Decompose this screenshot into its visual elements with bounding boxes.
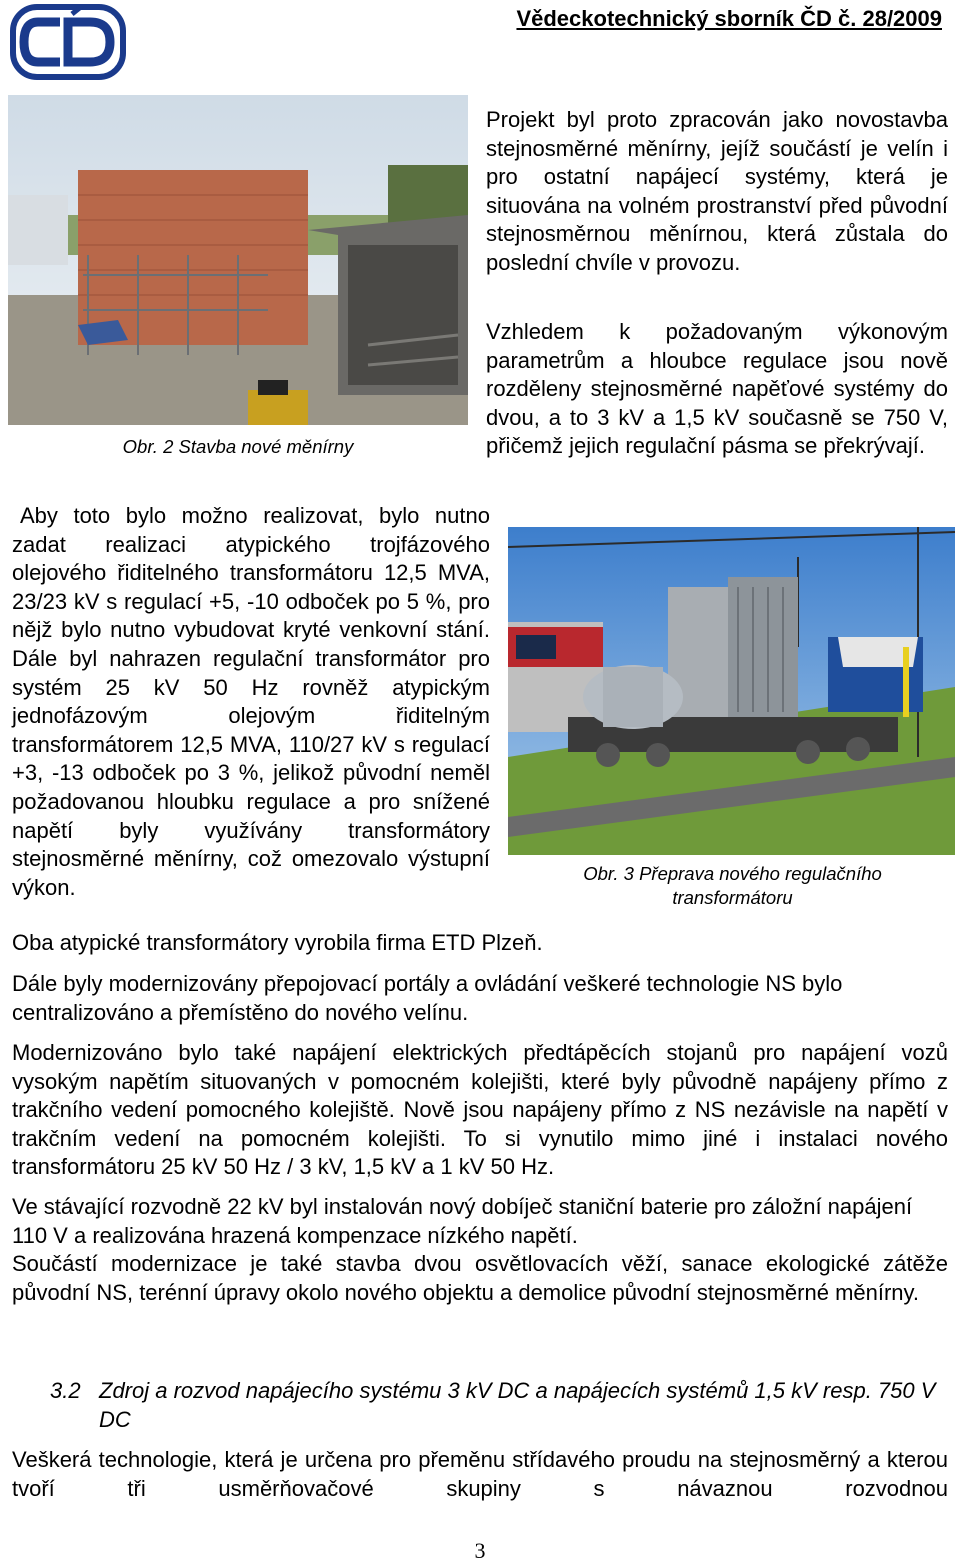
journal-title: Vědeckotechnický sborník ČD č. 28/2009 [516, 6, 942, 31]
figure-2-caption: Obr. 2 Stavba nové měnírny [122, 436, 354, 457]
figure-3-caption-line2: transformátoru [672, 887, 793, 908]
paragraph-modernization: Součástí modernizace je také stavba dvou osvětlovacích věží, sanace ekologické zátěže původní NS, terénní úpravy okolo nového objektu a demolice původní stejnosměrné měnírny. [12, 1251, 948, 1305]
section-title: Zdroj a rozvod napájecího systému 3 kV DC a napájecích systémů 1,5 kV resp. 750 V DC [99, 1378, 936, 1432]
cd-logo-icon [10, 4, 126, 80]
paragraph-charger: Ve stávající rozvodně 22 kV byl instalován nový dobíječ staniční baterie pro záložní napájení 110 V a realizována hrazená kompenzace nízkého napětí. [12, 1194, 913, 1248]
paragraph-portals: Dále byly modernizovány přepojovací portály a ovládání veškeré technologie NS bylo centralizováno a přemístěno do nového velínu. [12, 971, 843, 1025]
construction-photo [8, 95, 468, 425]
figure-3-caption-line1: Obr. 3 Přeprava nového regulačního [583, 863, 882, 884]
figure-3-caption [520, 862, 945, 910]
section-number: 3.2 [50, 1378, 81, 1403]
paragraph-transformers [12, 502, 490, 902]
paragraph-project: Projekt byl proto zpracován jako novostavba stejnosměrné měnírny, jejíž součástí je velín i pro ostatní napájecí systémy, která je situována na volném prostranství před původní stejnosměrnou měnírnou, která zůstala do poslední chvíle v provozu. [486, 107, 948, 275]
page-number: 3 [474, 1538, 486, 1563]
section-heading [50, 1377, 950, 1434]
paragraph-voltage-systems: Vzhledem k požadovaným výkonovým parametrům a hloubce regulace jsou nově rozděleny stejnosměrné napěťové systémy do dvou, a to 3 kV a 1,5 kV současně se 750 V, přičemž jejich regulační pásma se překrývají. [486, 319, 948, 459]
paragraph-transformers-text: Aby toto bylo možno realizovat, bylo nutno zadat realizaci atypického trojfázového olejového řiditelného transformátoru 12,5 MVA, 23/23 kV s regulací +5, -10 odboček po 5 %, pro nějž bylo nutno vybudovat kryté venkovní stání. Dále byl nahrazen regulační transformátor pro systém 25 kV 50 Hz rovněž atypickým jednofázovým olejovým řiditelným transformátorem 12,5 MVA, 110/27 kV s regulací +3, -13 odboček po 3 %, jelikož původní neměl požadovanou hloubku regulace a pro snížené napětí byly využívány transformátory stejnosměrné měnírny, což omezovalo výstupní výkon. [12, 503, 490, 900]
transformer-transport-photo [508, 527, 955, 855]
paragraph-preheating: Modernizováno bylo také napájení elektrických předtápěcích stojanů pro napájení vozů vysokým napětím situovaných v pomocném kolejišti, které byly původně napájeny přímo z trakčního vedení pomocného kolejiště. Nově jsou napájeny přímo z NS nezávisle na napětí v trakčním vedení na pomocném kolejišti. To si vynutilo mimo jiné i instalaci nového transformátoru 25 kV 50 Hz / 3 kV, 1,5 kV a 1 kV 50 Hz. [12, 1040, 948, 1180]
paragraph-etd-plzen: Oba atypické transformátory vyrobila firma ETD Plzeň. [12, 930, 543, 955]
paragraph-technology: Veškerá technologie, která je určena pro přeměnu střídavého proudu na stejnosměrný a kterou tvoří tři usměrňovačové skupiny s návaznou rozvodnou [12, 1447, 948, 1501]
